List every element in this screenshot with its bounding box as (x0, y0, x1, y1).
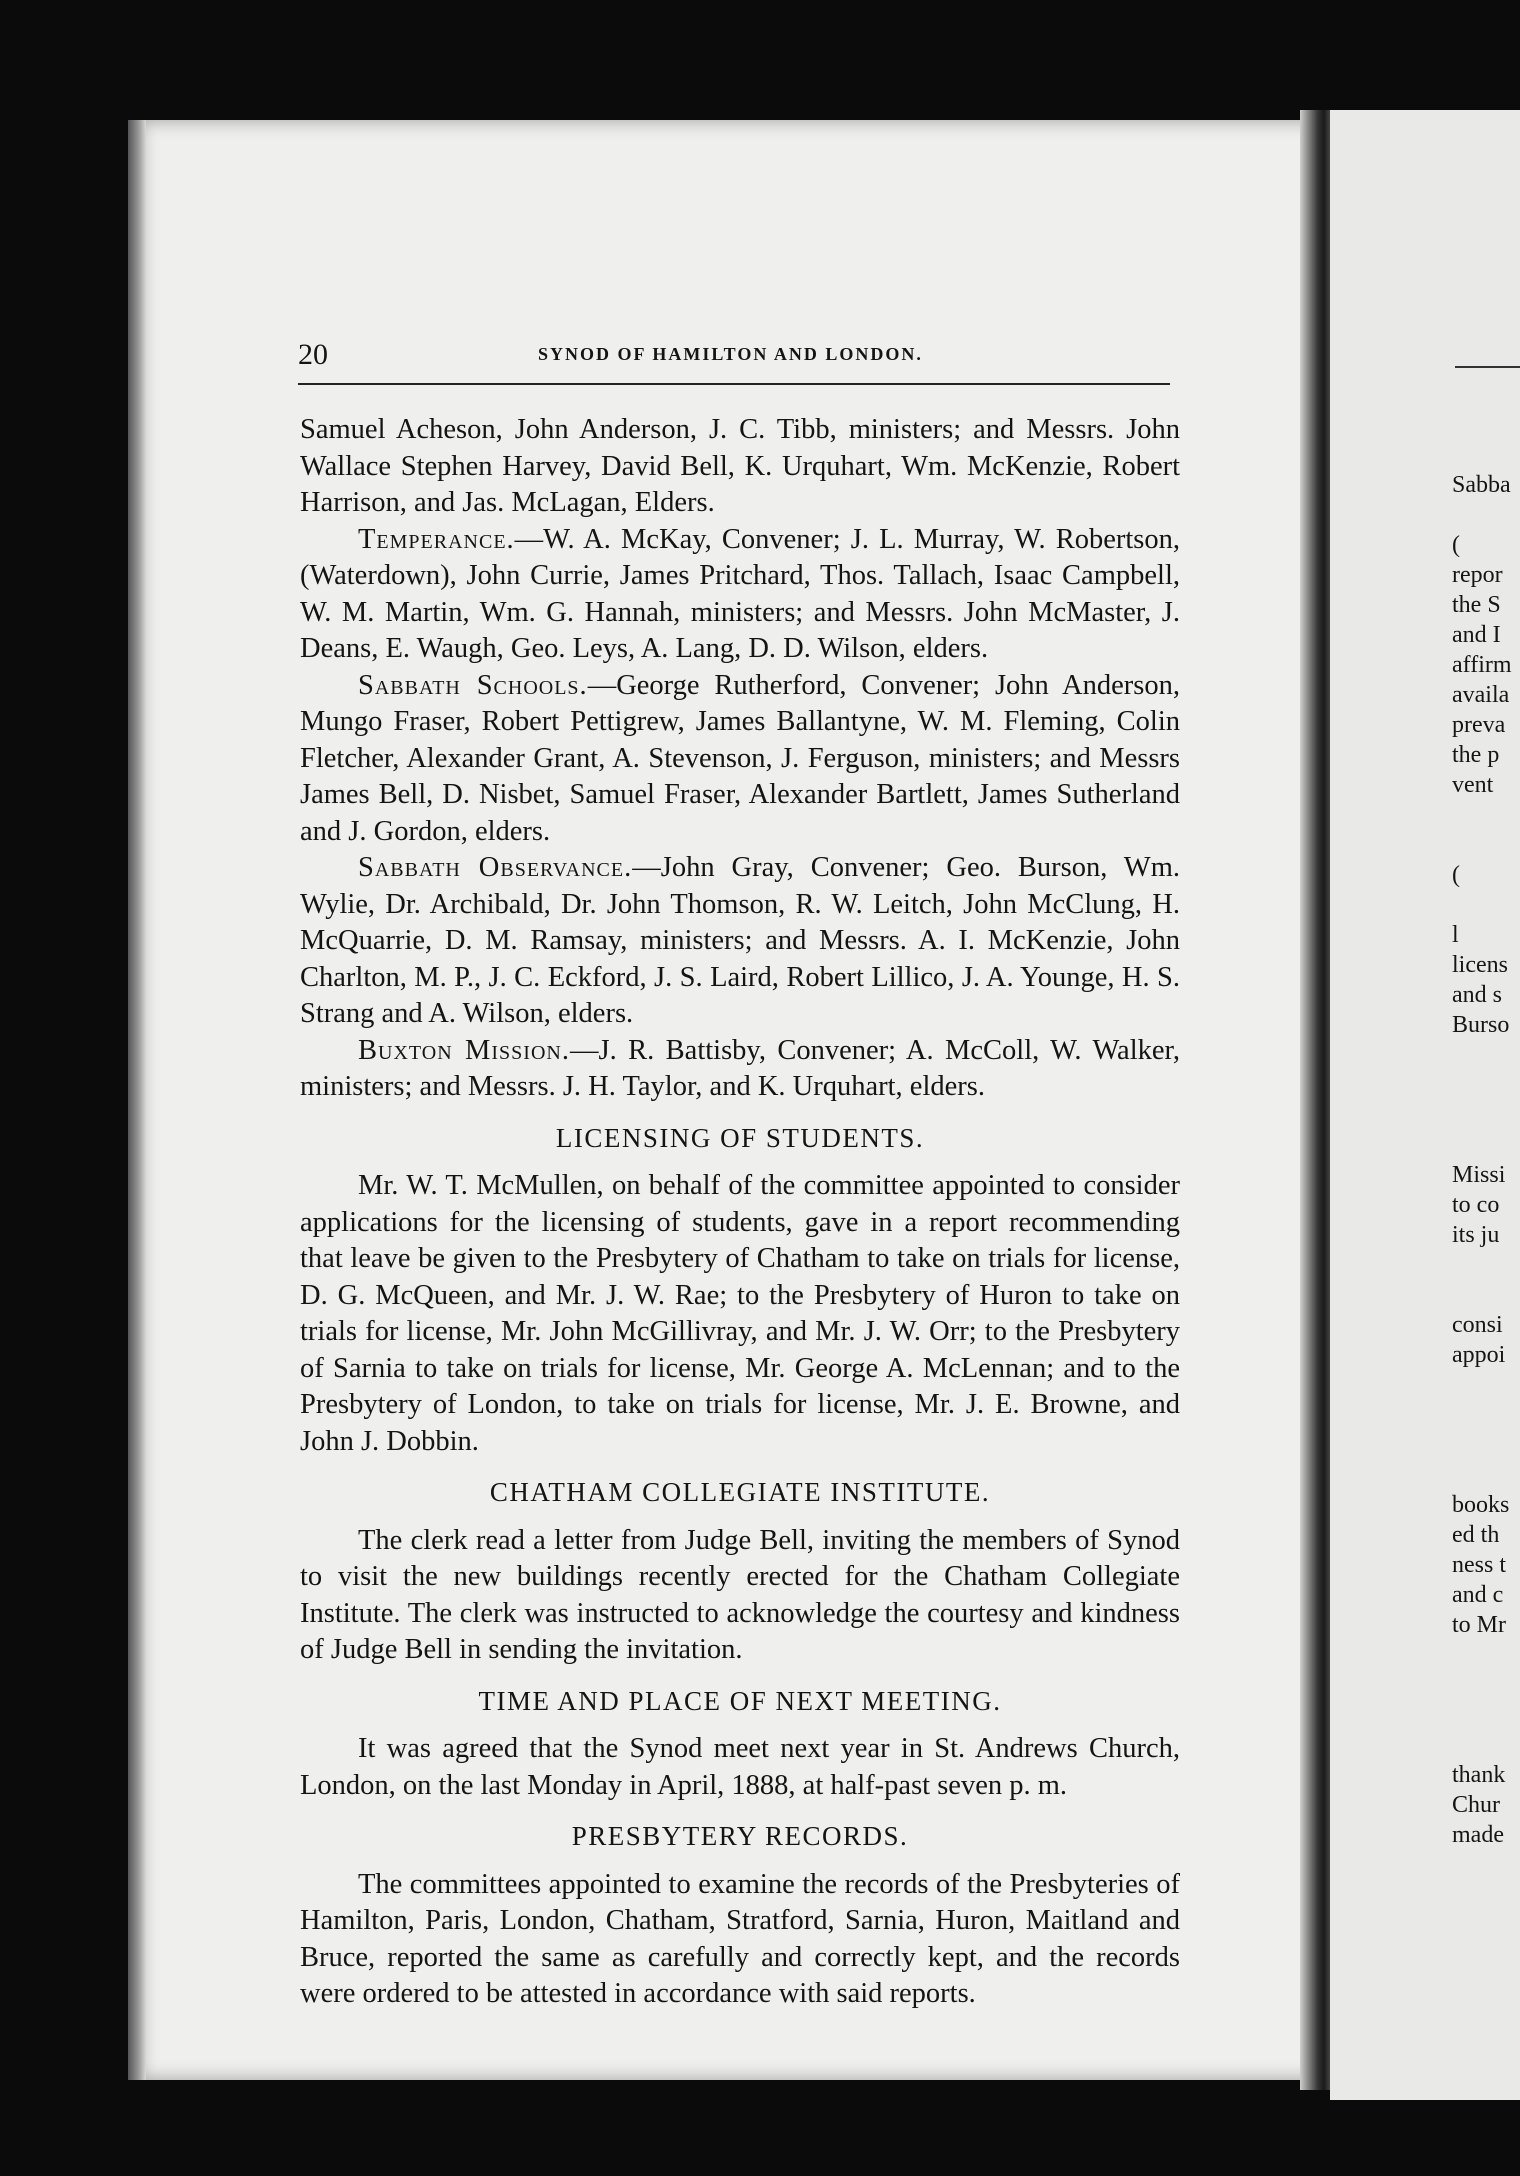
facing-page-fragment-line (1452, 830, 1520, 860)
facing-page-fragment-line: Chur (1452, 1792, 1500, 1818)
committee-members: —J. R. Battisby, Convener; A. McColl, W. Walker, ministers; and Messrs. J. H. Taylor, and K. Urquhart, elders. (300, 1034, 1180, 1102)
facing-page-fragment-line: preva (1452, 712, 1506, 738)
facing-page-fragment-line: Missi (1452, 1162, 1506, 1188)
facing-page-fragment-line: appoi (1452, 1342, 1506, 1368)
section-heading-chatham: CHATHAM COLLEGIATE INSTITUTE. (489, 1477, 991, 1507)
facing-page-fragment-line: thank (1452, 1762, 1506, 1788)
committee-buxton-mission (300, 1033, 1180, 1106)
committee-members: —George Rutherford, Convener; John Anderson, Mungo Fraser, Robert Pettigrew, James Ballantyne, W. M. Fleming, Colin Fletcher, Alexander Grant, A. Stevenson, J. Ferguson, ministers; and Messrs James Bell, D. Nisbet, Samuel Fraser, Alexander Bartlett, James Sutherland and J. Gordon, elders. (300, 669, 1180, 847)
facing-page-fragment-line: the S (1452, 592, 1501, 618)
facing-page-fragment-line: its ju (1452, 1222, 1500, 1248)
facing-page-text-fragments (1452, 470, 1520, 1850)
committee-temperance (300, 522, 1180, 668)
section-heading-next-meeting: TIME AND PLACE OF NEXT MEETING. (478, 1685, 1002, 1716)
facing-page-fragment-line: made (1452, 1822, 1504, 1848)
binding-edge (128, 120, 146, 2080)
committee-members: —W. A. McKay, Convener; J. L. Murray, W. Robertson, (Waterdown), John Currie, James Pritchard, Thos. Tallach, Isaac Campbell, W. M. Martin, Wm. G. Hannah, ministers; and Messrs. John McMaster, J. Deans, E. Waugh, Geo. Leys, A. Lang, D. D. Wilson, elders. (300, 523, 1180, 664)
facing-page-fragment-line: consi (1452, 1312, 1503, 1338)
facing-page-fragment-line: vent (1452, 772, 1494, 798)
facing-page-fragment-line: ( (1452, 862, 1460, 888)
running-head: SYNOD OF HAMILTON AND LONDON. (538, 344, 923, 364)
facing-page-fragment-line: affirm (1452, 652, 1512, 678)
facing-page-fragment-line (1452, 1430, 1520, 1460)
committee-sabbath-observance (300, 850, 1180, 1033)
facing-page-fragment-line: licens (1452, 952, 1508, 978)
facing-page-fragment-line (1452, 1640, 1520, 1670)
committee-label: Buxton Mission. (358, 1034, 570, 1066)
page-body (300, 412, 1180, 2013)
facing-page-fragment-line: the p (1452, 742, 1500, 768)
facing-page-header-rule (1455, 366, 1520, 368)
section-heading-licensing: LICENSING OF STUDENTS. (555, 1122, 925, 1153)
section-body-chatham: The clerk read a letter from Judge Bell, inviting the members of Synod to visit the new buildings recently erected for the Chatham Collegiate Institute. The clerk was instructed to acknowledge the courtesy and kindness of Judge Bell in sending the invitation. (300, 1524, 1180, 1665)
facing-page-fragment-line: l (1452, 922, 1459, 948)
facing-page-fragment-line: to co (1452, 1192, 1500, 1218)
facing-page-fragment-line (1452, 1730, 1520, 1760)
facing-page-fragment-line: ( (1452, 532, 1460, 558)
facing-page-fragment-line (1452, 1670, 1520, 1700)
facing-page-fragment-line: and c (1452, 1582, 1504, 1608)
facing-page-fragment-line (1452, 1130, 1520, 1160)
facing-page-fragment-line (1452, 800, 1520, 830)
facing-page-fragment-line: to Mr (1452, 1612, 1506, 1638)
facing-page-fragment-line: ed th (1452, 1522, 1500, 1548)
section-body-licensing: Mr. W. T. McMullen, on behalf of the committee appointed to consider applications for the licensing of students, gave in a report recommending that leave be given to the Presbytery of Chatham to take on trials for license, D. G. McQueen, and Mr. J. W. Rae; to the Presbytery of Huron to take on trials for license, Mr. John McGillivray, and Mr. J. W. Orr; to the Presbytery of Sarnia to take on trials for license, Mr. George A. McLennan; and to the Presbytery of London, to take on trials for license, Mr. J. E. Browne, and John J. Dobbin. (300, 1170, 1180, 1457)
section-body-next-meeting: It was agreed that the Synod meet next year in St. Andrews Church, London, on the last Monday in April, 1888, at half-past seven p. m. (300, 1733, 1180, 1801)
facing-page-fragment-line: Sabba (1452, 472, 1511, 498)
section-heading-presbytery-records: PRESBYTERY RECORDS. (571, 1821, 909, 1851)
committee-sabbath-schools (300, 668, 1180, 851)
page-number: 20 (298, 338, 328, 371)
facing-page-fragment-line (1452, 1460, 1520, 1490)
facing-page-fragment-line: availa (1452, 682, 1510, 708)
facing-page-fragment-line: repor (1452, 562, 1503, 588)
facing-page-fragment-line (1452, 1070, 1520, 1100)
header-rule (298, 383, 1170, 385)
facing-page-fragment-line (1452, 1040, 1520, 1070)
facing-page-fragment-line (1452, 890, 1520, 920)
facing-page-fragment-line (1452, 1250, 1520, 1280)
facing-page-fragment-line: Burso (1452, 1012, 1510, 1038)
committee-label: Temperance. (358, 523, 515, 555)
page-header (298, 338, 1170, 378)
facing-page-fragment-line: and I (1452, 622, 1501, 648)
facing-page-fragment-line: and s (1452, 982, 1502, 1008)
facing-page-fragment-line (1452, 1400, 1520, 1430)
committee-label: Sabbath Observance. (358, 852, 633, 883)
facing-page-fragment-line (1452, 1280, 1520, 1310)
facing-page-fragment-line (1452, 1700, 1520, 1730)
facing-page-fragment-line: books (1452, 1492, 1510, 1518)
section-body-presbytery-records: The committees appointed to examine the records of the Presbyteries of Hamilton, Paris, London, Chatham, Stratford, Sarnia, Huron, Maitland and Bruce, reported the same as carefully and correctly kept, and the records were ordered to be attested in accordance with said reports. (300, 1868, 1180, 2009)
committee-continuation: Samuel Acheson, John Anderson, J. C. Tibb, ministers; and Messrs. John Wallace Stephen Harvey, David Bell, K. Urquhart, Wm. McKenzie, Robert Harrison, and Jas. McLagan, Elders. (300, 414, 1180, 518)
facing-page-fragment-line (1452, 1100, 1520, 1130)
facing-page-fragment-line (1452, 500, 1520, 530)
committee-members: —John Gray, Convener; Geo. Burson, Wm. Wylie, Dr. Archibald, Dr. John Thomson, R. W. Leitch, John McClung, H. McQuarrie, D. M. Ramsay, ministers; and Messrs. A. I. McKenzie, John Charlton, M. P., J. C. Eckford, J. S. Laird, Robert Lillico, J. A. Younge, H. S. Strang and A. Wilson, elders. (300, 852, 1180, 1029)
committee-label: Sabbath Schools. (358, 669, 588, 701)
facing-page-fragment-line: ness t (1452, 1552, 1506, 1578)
facing-page-fragment-line (1452, 1370, 1520, 1400)
